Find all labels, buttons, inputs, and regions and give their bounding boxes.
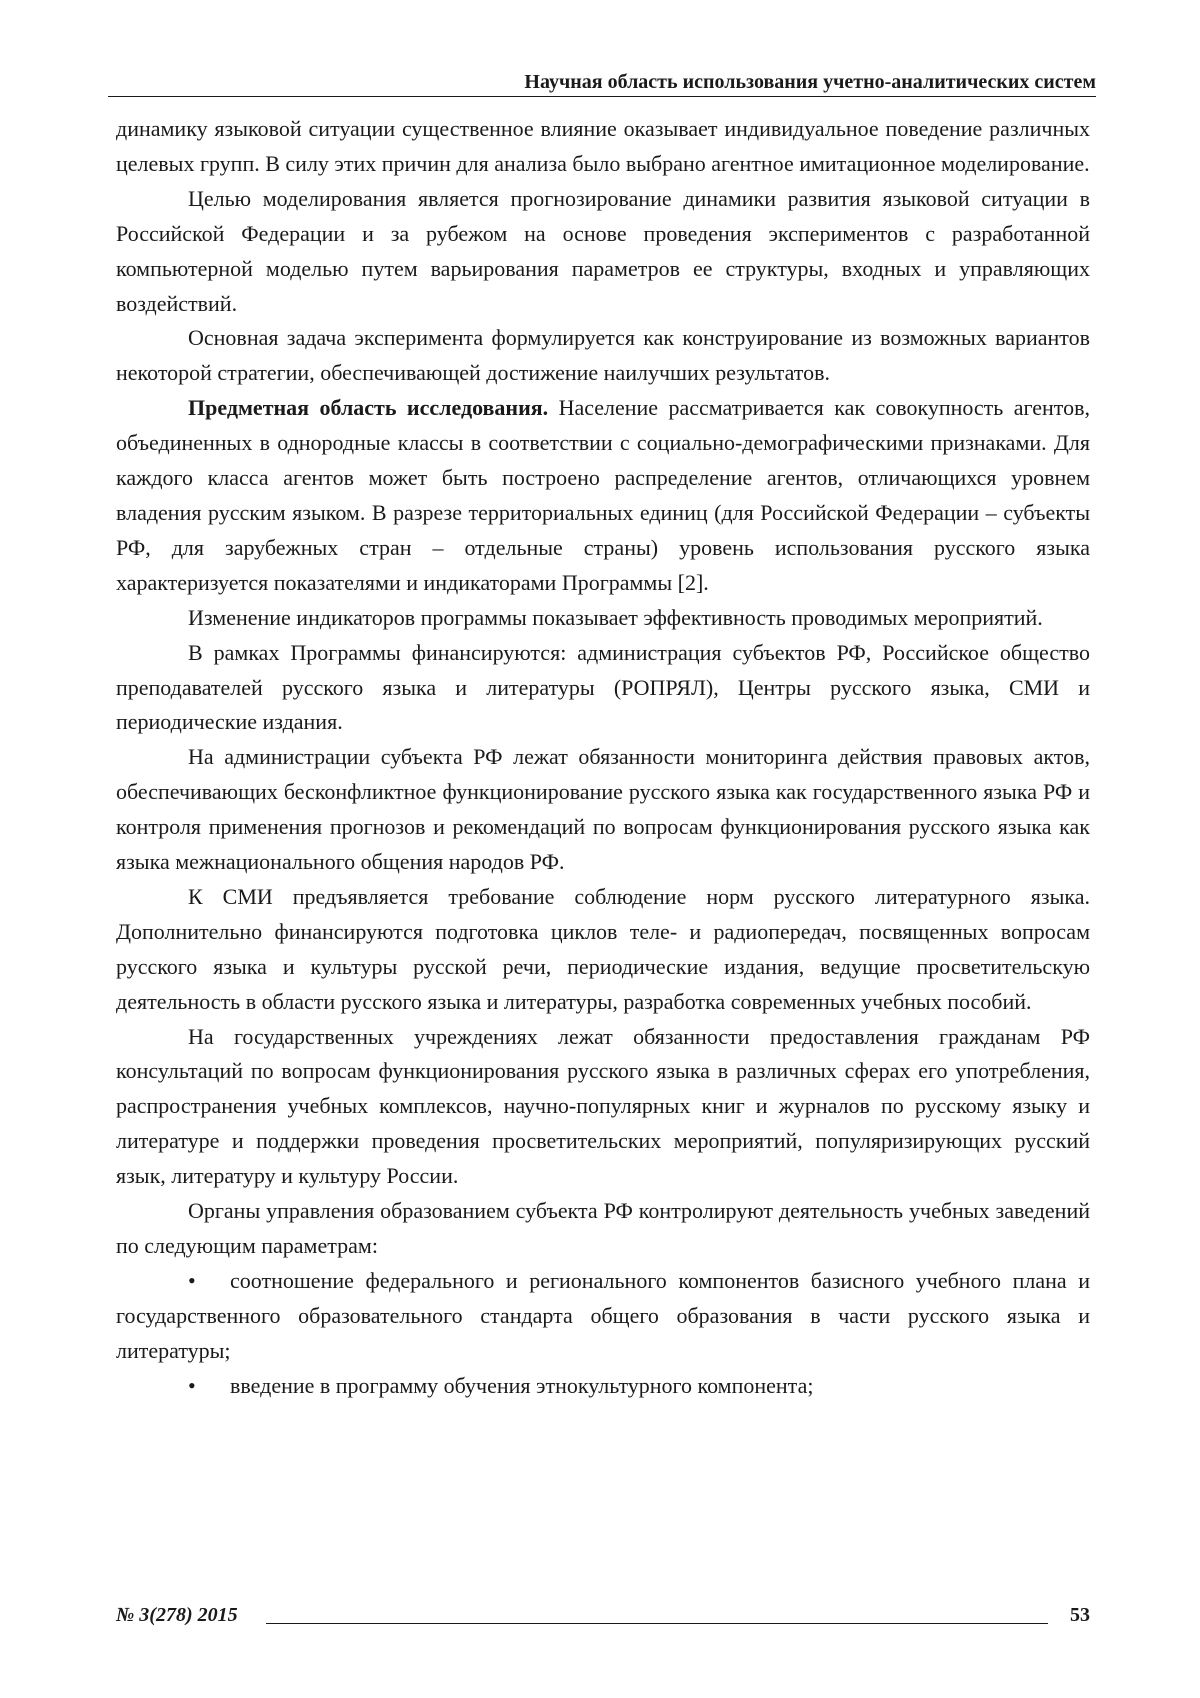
running-title: Научная область использования учетно-аналитических систем: [108, 70, 1096, 94]
paragraph-10: Органы управления образованием субъекта РФ контролируют деятельность учебных заведений по следующим параметрам:: [116, 1194, 1090, 1264]
list-item-text: введение в программу обучения этнокультурного компонента;: [230, 1373, 813, 1398]
bullet-icon: •: [188, 1369, 230, 1404]
article-body: [116, 112, 1090, 1404]
paragraph-2: Целью моделирования является прогнозирование динамики развития языковой ситуации в Российской Федерации и за рубежом на основе проведения экспериментов с разработанной компьютерной моделью путем варьирования параметров ее структуры, входных и управляющих воздействий.: [116, 182, 1090, 322]
footer-rule: [266, 1623, 1048, 1624]
paragraph-5: Изменение индикаторов программы показывает эффективность проводимых мероприятий.: [116, 601, 1090, 636]
list-item: [116, 1264, 1090, 1369]
paragraph-9: На государственных учреждениях лежат обязанности предоставления гражданам РФ консультаций по вопросам функционирования русского языка в различных сферах его употребления, распространения учебных комплексов, научно-популярных книг и журналов по русскому языку и литературе и поддержки проведения просветительских мероприятий, популяризирующих русский язык, литературу и культуру России.: [116, 1020, 1090, 1195]
page-number: 53: [1070, 1604, 1090, 1627]
document-page: [0, 0, 1200, 1698]
page-footer: [116, 1604, 1090, 1632]
list-item-text: соотношение федерального и регионального компонентов базисного учебного плана и государственного образовательного стандарта общего образования в части русского языка и литературы;: [116, 1268, 1090, 1363]
paragraph-1: динамику языковой ситуации существенное влияние оказывает индивидуальное поведение различных целевых групп. В силу этих причин для анализа было выбрано агентное имитационное моделирование.: [116, 112, 1090, 182]
paragraph-4: [116, 391, 1090, 600]
paragraph-6: В рамках Программы финансируются: администрация субъектов РФ, Российское общество преподавателей русского языка и литературы (РОПРЯЛ), Центры русского языка, СМИ и периодические издания.: [116, 636, 1090, 741]
header-rule: [108, 96, 1096, 97]
paragraph-8: К СМИ предъявляется требование соблюдение норм русского литературного языка. Дополнительно финансируются подготовка циклов теле- и радиопередач, посвященных вопросам русского языка и культуры русской речи, периодические издания, ведущие просветительскую деятельность в области русского языка и литературы, разработка современных учебных пособий.: [116, 880, 1090, 1020]
list-item: [116, 1369, 1090, 1404]
paragraph-7: На администрации субъекта РФ лежат обязанности мониторинга действия правовых актов, обеспечивающих бесконфликтное функционирование русского языка как государственного языка РФ и контроля применения прогнозов и рекомендаций по вопросам функционирования русского языка как языка межнационального общения народов РФ.: [116, 740, 1090, 880]
subject-area-heading: Предметная область исследования.: [188, 395, 548, 420]
paragraph-3: Основная задача эксперимента формулируется как конструирование из возможных вариантов некоторой стратегии, обеспечивающей достижение наилучших результатов.: [116, 321, 1090, 391]
issue-number: № 3(278) 2015: [116, 1604, 238, 1627]
bullet-icon: •: [188, 1264, 230, 1299]
paragraph-4-text: Население рассматривается как совокупность агентов, объединенных в однородные классы в соответствии с социально-демографическими признаками. Для каждого класса агентов может быть построено распределение агентов, отличающихся уровнем владения русским языком. В разрезе территориальных единиц (для Российской Федерации – субъекты РФ, для зарубежных стран – отдельные страны) уровень использования русского языка характеризуется показателями и индикаторами Программы [2].: [116, 395, 1090, 595]
